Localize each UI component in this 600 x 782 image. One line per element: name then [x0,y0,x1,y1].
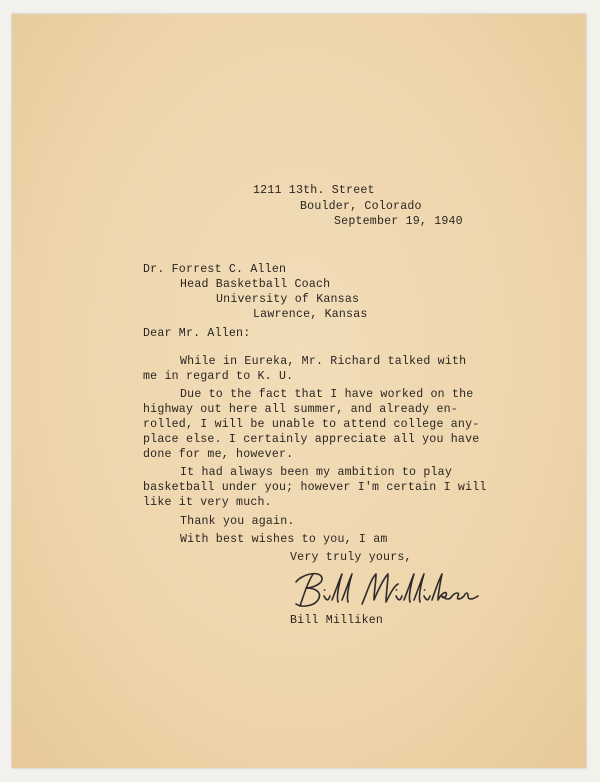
wishes-line: With best wishes to you, I am [180,533,388,546]
paragraph-1-line: While in Eureka, Mr. Richard talked with [180,355,467,368]
recipient-institution: University of Kansas [216,293,360,306]
return-address-street: 1211 13th. Street [253,184,375,197]
paragraph-3-line: like it very much. [143,496,272,509]
paragraph-1-line: me in regard to K. U. [143,370,294,383]
salutation: Dear Mr. Allen: [143,327,251,340]
typed-name: Bill Milliken [290,614,384,627]
paragraph-3-line: It had always been my ambition to play [180,466,452,479]
letter-date: September 19, 1940 [334,215,463,228]
paragraph-3-line: basketball under you; however I'm certain I will [143,481,487,494]
handwritten-signature [288,566,483,616]
paragraph-2-line: done for me, however. [143,448,294,461]
thanks-line: Thank you again. [180,515,295,528]
paragraph-2-line: highway out here all summer, and already en- [143,403,458,416]
return-address-city: Boulder, Colorado [300,200,422,213]
paragraph-2-line: Due to the fact that I have worked on the [180,388,474,401]
paragraph-2-line: place else. I certainly appreciate all you have [143,433,480,446]
recipient-name: Dr. Forrest C. Allen [143,263,287,276]
closing: Very truly yours, [290,551,412,564]
paragraph-2-line: rolled, I will be unable to attend college any- [143,418,480,431]
recipient-title: Head Basketball Coach [180,278,331,291]
recipient-city: Lawrence, Kansas [253,308,368,321]
